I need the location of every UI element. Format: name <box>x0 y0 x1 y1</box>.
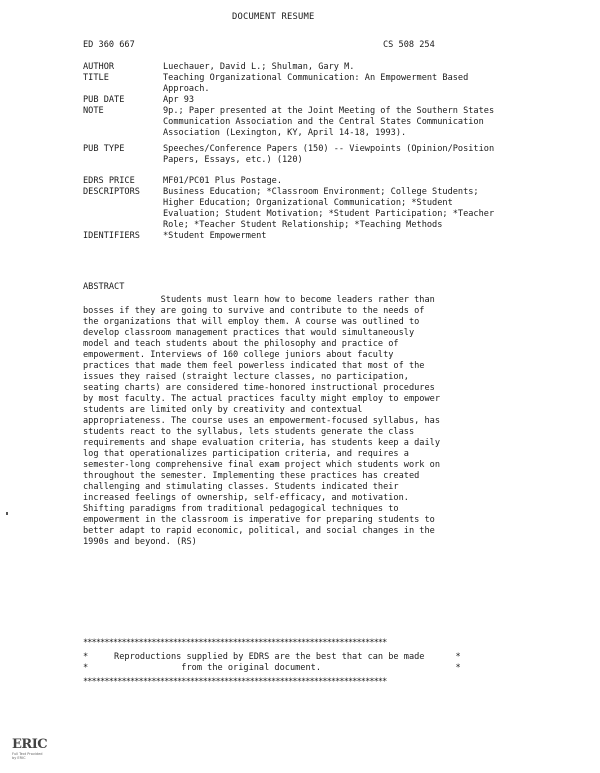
field-title <box>83 73 513 95</box>
abstract-line: increased feelings of ownership, self-efficacy, and motivation. <box>83 493 409 503</box>
field-label: TITLE <box>83 73 109 83</box>
abstract-line: students are limited only by creativity and contextual <box>83 405 363 415</box>
field-pub-date <box>83 95 513 106</box>
abstract-line: students react to the syllabus, lets students generate the class <box>83 427 415 437</box>
abstract-line: empowerment. Interviews of 160 college juniors about faculty <box>83 350 394 360</box>
field-descriptors <box>83 187 513 231</box>
abstract-line: practices that made them feel powerless indicated that most of the <box>83 361 425 371</box>
field-label: AUTHOR <box>83 62 115 72</box>
document-title: DOCUMENT RESUME <box>232 12 315 22</box>
field-value: Speeches/Conference Papers (150) -- Viewpoints (Opinion/Position Papers, Essays, etc.) (120) <box>163 144 495 165</box>
field-note <box>83 106 513 139</box>
abstract-line: bosses if they are going to survive and contribute to the needs of <box>83 306 425 316</box>
field-author <box>83 62 513 73</box>
abstract-line: better adapt to rapid economic, political, and social changes in the <box>83 526 435 536</box>
footer-stars-top: *********************************************************************** <box>83 638 387 648</box>
abstract-line: challenging and stimulating classes. Students indicated their <box>83 482 399 492</box>
abstract-line: by most faculty. The actual practices faculty might employ to empower <box>83 394 440 404</box>
abstract-line: semester-long comprehensive final exam project which students work on <box>83 460 440 470</box>
abstract-line: issues they raised (straight lecture classes, no participation, <box>83 372 409 382</box>
cs-number: CS 508 254 <box>383 40 435 50</box>
field-edrs-price <box>83 176 513 187</box>
abstract-line: 1990s and beyond. (RS) <box>83 537 197 547</box>
footer-stars-bottom: *********************************************************************** <box>83 677 387 687</box>
abstract-line: Shifting paradigms from traditional pedagogical techniques to <box>83 504 399 514</box>
field-label: DESCRIPTORS <box>83 187 140 197</box>
field-value: *Student Empowerment <box>163 231 267 241</box>
abstract-line: throughout the semester. Implementing these practices has created <box>83 471 420 481</box>
ed-number: ED 360 667 <box>83 40 135 50</box>
abstract-line: develop classroom management practices that would simultaneously <box>83 328 415 338</box>
reproduction-line-1: * Reproductions supplied by EDRS are the best that can be made * <box>83 652 461 662</box>
field-value: Apr 93 <box>163 95 195 105</box>
eric-logo-subtext: Full Text Provided by ERIC <box>12 752 43 760</box>
abstract-line: Students must learn how to become leaders rather than <box>83 295 435 305</box>
field-identifiers <box>83 231 513 242</box>
eric-logo <box>12 737 48 763</box>
field-pub-type <box>83 144 513 166</box>
scan-mark <box>6 512 8 515</box>
field-label: PUB DATE <box>83 95 125 105</box>
abstract-line: seating charts) are considered time-honored instructional procedures <box>83 383 435 393</box>
reproduction-line-2: * from the original document. * <box>83 663 461 673</box>
metadata-fields <box>83 62 513 242</box>
field-value: Business Education; *Classroom Environment; College Students; Higher Education; Organizational Communication; *Student Evaluation; Student Motivation; *Student Participation; *Teacher Role; *Teacher Student Relationship; *Teaching Methods <box>163 187 495 230</box>
abstract-line: appropriateness. The course uses an empowerment-focused syllabus, has <box>83 416 440 426</box>
abstract-body <box>83 295 503 548</box>
abstract-line: requirements and shape evaluation criteria, has students keep a daily <box>83 438 440 448</box>
abstract-line: log that operationalizes participation criteria, and requires a <box>83 449 409 459</box>
abstract-line: empowerment in the classroom is imperative for preparing students to <box>83 515 435 525</box>
field-value: Teaching Organizational Communication: An Empowerment Based Approach. <box>163 73 469 94</box>
eric-logo-text: ERIC <box>12 737 48 752</box>
abstract-line: model and teach students about the philosophy and practice of <box>83 339 399 349</box>
abstract-label: ABSTRACT <box>83 282 125 292</box>
field-label: IDENTIFIERS <box>83 231 140 241</box>
field-label: PUB TYPE <box>83 144 125 154</box>
field-label: EDRS PRICE <box>83 176 135 186</box>
field-value: 9p.; Paper presented at the Joint Meeting of the Southern States Communication Association and the Central States Communication Association (Lexington, KY, April 14-18, 1993). <box>163 106 495 138</box>
field-value: MF01/PC01 Plus Postage. <box>163 176 282 186</box>
field-value: Luechauer, David L.; Shulman, Gary M. <box>163 62 355 72</box>
field-label: NOTE <box>83 106 104 116</box>
abstract-line: the organizations that will employ them. A course was outlined to <box>83 317 420 327</box>
